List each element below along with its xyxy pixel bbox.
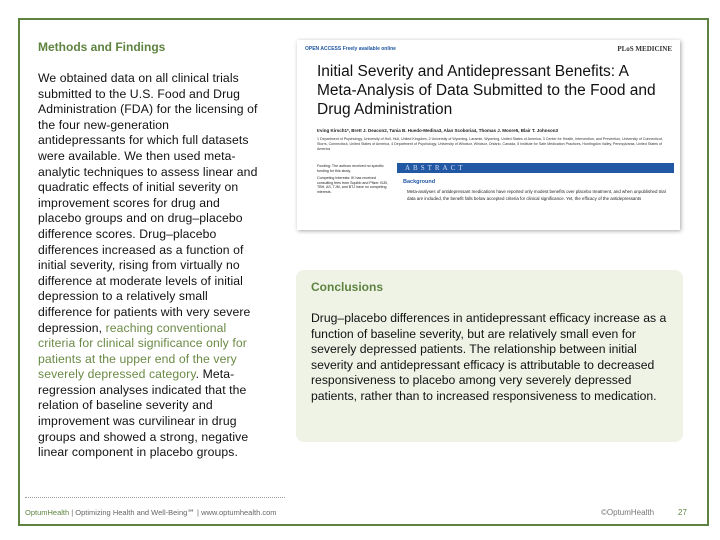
methods-line [38,133,278,149]
text-segment: depression to a relatively small [38,289,208,304]
methods-line [38,102,278,118]
methods-line [38,258,278,274]
text-segment: difference scores. Drug–placebo [38,226,217,241]
text-segment: analytic techniques to assess linear and [38,164,258,179]
methods-line [38,211,278,227]
methods-line [38,398,278,414]
conclusions-heading: Conclusions [311,280,384,294]
text-segment: depression, [38,320,106,335]
text-segment: submitted to the U.S. Food and Drug [38,86,240,101]
highlighted-text: reaching conventional [105,320,227,335]
paper-header [305,46,672,52]
text-segment: We obtained data on all clinical trials [38,71,239,85]
funding-note: Funding: The authors received no specific funding for this study. [317,164,384,173]
text-segment: differences increased as a function of [38,242,244,257]
methods-line [38,87,278,103]
methods-line [38,383,278,399]
methods-line [38,149,278,165]
methods-line [38,180,278,196]
paper-sidebar [317,164,392,194]
methods-line [38,321,278,337]
text-segment: relation of baseline severity and [38,398,213,413]
methods-body [38,71,278,461]
methods-line [38,430,278,446]
highlighted-text: criteria for clinical significance only for [38,336,247,351]
footer-brand [25,508,277,517]
methods-line [38,227,278,243]
methods-line [38,305,278,321]
text-segment: difference at moderate levels of initial [38,273,243,288]
methods-line [38,336,278,352]
paper-affiliations: 1 Department of Psychology, University of Hull, Hull, United Kingdom, 2 University of Wyoming, Laramie, Wyoming, United States of America, 3 Center for Health, Intervention, and Prevention, University of Connecticut, Storrs, Connecticut, United States of America, 4 Department of Psychology, University of Windsor, Windsor, Ontario, Canada, 5 Institute for Safe Medication Practices, Huntingdon Valley, Pennsylvania, United States of America [317,137,663,151]
text-segment: groups and showed a strong, negative [38,429,249,444]
methods-line [38,165,278,181]
footer-copyright: ©OptumHealth [601,508,655,517]
methods-line [38,274,278,290]
methods-line [38,367,278,383]
footer-tagline: | Optimizing Health and Well-Being℠ | www.optumhealth.com [69,508,277,517]
torn-edge [297,218,680,230]
text-segment: improvement was curvilinear in drug [38,414,237,429]
open-access-label: OPEN ACCESS Freely available online [305,46,396,52]
methods-line [38,445,278,461]
text-segment: quadratic effects of initial severity on [38,180,239,195]
journal-logo: PLoS MEDICINE [617,45,672,53]
text-segment: . Meta- [195,367,235,382]
methods-line [38,289,278,305]
methods-line [38,414,278,430]
background-text: Meta-analyses of antidepressant medications have reported only modest benefits over placebo treatment, and when unpublished trial data are included, the benefit falls below accepted criteria for clinical significance. Yet, the efficacy of the antidepressants [407,189,666,201]
methods-line [38,243,278,259]
text-segment: improvement scores for drug and [38,195,220,210]
conclusions-box [296,270,683,442]
paper-authors: Irving Kirsch1*, Brett J. Deacon2, Tania B. Huedo-Medina3, Alan Scoboria4, Thomas J. Moore5, Blair T. Johnson3 [317,128,559,133]
methods-line [38,352,278,368]
footer-brand-name: OptumHealth [25,508,70,517]
text-segment: regression analyses indicated that the [38,382,247,397]
text-segment: difference for patients with very severe [38,304,251,319]
highlighted-text: severely depressed category [38,367,196,382]
text-segment: initial severity, rising from virtually no [38,258,240,273]
text-segment: linear component in placebo groups. [38,445,238,460]
text-segment: the four new-generation [38,117,170,132]
methods-line [38,196,278,212]
highlighted-text: patients at the upper end of the very [38,351,237,366]
competing-interests-note: Competing Interests: IK has received consulting fees from Squibb and Pfizer. BJD, TBH, AS, TJM, and BTJ have no competing interests. [317,176,389,194]
paper-excerpt-image [297,40,680,230]
text-segment: placebo groups and on drug–placebo [38,211,243,226]
methods-line [38,118,278,134]
abstract-banner: ABSTRACT [397,163,674,173]
text-segment: antidepressants for which full datasets [38,133,249,148]
text-segment: were available. We then used meta- [38,148,236,163]
page-number: 27 [678,508,687,517]
text-segment: Administration (FDA) for the licensing of [38,102,258,117]
methods-heading: Methods and Findings [38,40,166,54]
footer-divider [25,497,285,498]
background-label: Background [403,179,436,185]
conclusions-text: Drug–placebo differences in antidepressant efficacy increase as a function of baseline severity, but are relatively small even for severely depressed patients. The relationship between initial severity and antidepressant efficacy is attributable to decreased responsiveness to placebo among very severely depressed patients, rather than to increased responsiveness to medication. [311,311,667,403]
paper-title: Initial Severity and Antidepressant Benefits: A Meta-Analysis of Data Submitted to the Food and Drug Administration [317,63,656,118]
methods-line [38,71,278,87]
